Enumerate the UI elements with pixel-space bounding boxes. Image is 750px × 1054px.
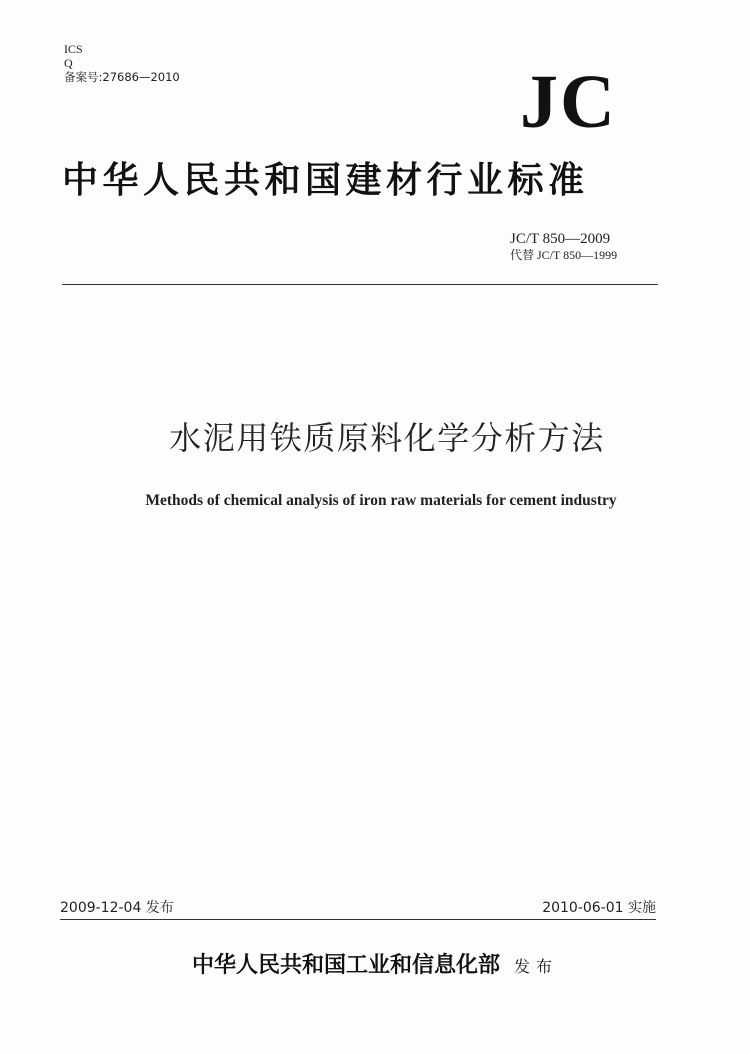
category-code: Q	[64, 56, 73, 70]
classification-block	[64, 42, 180, 84]
issuer-name: 中华人民共和国工业和信息化部	[191, 952, 500, 978]
header-divider	[62, 284, 658, 285]
document-title-english: Methods of chemical analysis of iron raw materials for cement industry	[145, 492, 617, 509]
release-date: 2009-12-04 发布	[60, 900, 174, 916]
document-title-chinese: 水泥用铁质原料化学分析方法	[169, 419, 605, 457]
issuing-authority	[0, 950, 750, 982]
footer-divider	[60, 919, 656, 920]
date-row	[60, 898, 656, 918]
issue-label: 发布	[514, 957, 559, 976]
jc-logo: JC	[520, 60, 617, 144]
standard-code: JC/T 850—2009	[510, 231, 611, 247]
filing-number: 备案号:27686—2010	[64, 70, 180, 84]
standard-code-block	[510, 230, 617, 263]
effective-date: 2010-06-01 实施	[542, 900, 656, 916]
standard-type-title: 中华人民共和国建材行业标准	[62, 159, 589, 201]
ics-label: ICS	[64, 42, 83, 56]
replaces-code: 代替 JC/T 850—1999	[510, 248, 618, 262]
